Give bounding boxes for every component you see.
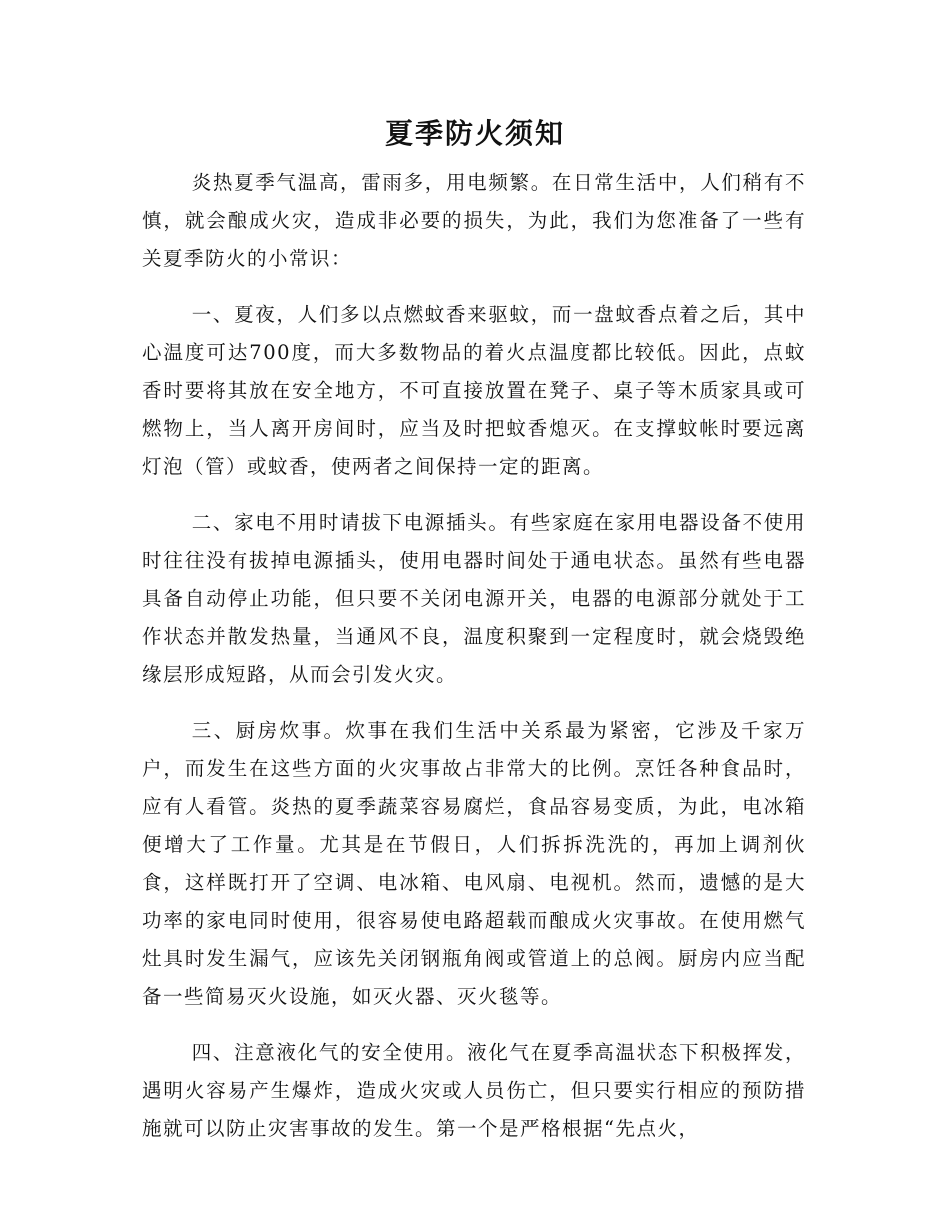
paragraph-lpg-safety: 四、注意液化气的安全使用。液化气在夏季高温状态下积极挥发，遇明火容易产生爆炸，造成火灾或人员伤亡，但只要实行相应的预防措施就可以防止灾害事故的发生。第一个是严格根据“先点火，: [142, 1041, 806, 1140]
document-title: 夏季防火须知: [384, 117, 565, 150]
document-body: [142, 164, 806, 1148]
intro-paragraph: 炎热夏季气温高，雷雨多，用电频繁。在日常生活中，人们稍有不慎，就会酿成火灾，造成非必要的损失，为此，我们为您准备了一些有关夏季防火的小常识：: [142, 171, 806, 270]
paragraph-appliance-plugs: 二、家电不用时请拔下电源插头。有些家庭在家用电器设备不使用时往往没有拔掉电源插头，使用电器时间处于通电状态。虽然有些电器具备自动停止功能，但只要不关闭电源开关，电器的电源部分就处于工作状态并散发热量，当通风不良，温度积聚到一定程度时，就会烧毁绝缘层形成短路，从而会引发火灾。: [142, 511, 806, 686]
paragraph-mosquito-coil: 一、夏夜，人们多以点燃蚊香来驱蚊，而一盘蚊香点着之后，其中心温度可达700度，而大多数物品的着火点温度都比较低。因此，点蚊香时要将其放在安全地方，不可直接放置在凳子、桌子等木质家具或可燃物上，当人离开房间时，应当及时把蚊香熄灭。在支撑蚊帐时要远离灯泡（管）或蚊香，使两者之间保持一定的距离。: [142, 303, 806, 478]
paragraph-kitchen-cooking: 三、厨房炊事。炊事在我们生活中关系最为紧密，它涉及千家万户，而发生在这些方面的火灾事故占非常大的比例。烹饪各种食品时，应有人看管。炎热的夏季蔬菜容易腐烂，食品容易变质，为此，电冰箱便增大了工作量。尤其是在节假日，人们拆拆洗洗的，再加上调剂伙食，这样既打开了空调、电冰箱、电风扇、电视机。然而，遗憾的是大功率的家电同时使用，很容易使电路超载而酿成火灾事故。在使用燃气灶具时发生漏气，应该先关闭钢瓶角阀或管道上的总阀。厨房内应当配备一些简易灭火设施，如灭火器、灭火毯等。: [142, 719, 806, 1008]
